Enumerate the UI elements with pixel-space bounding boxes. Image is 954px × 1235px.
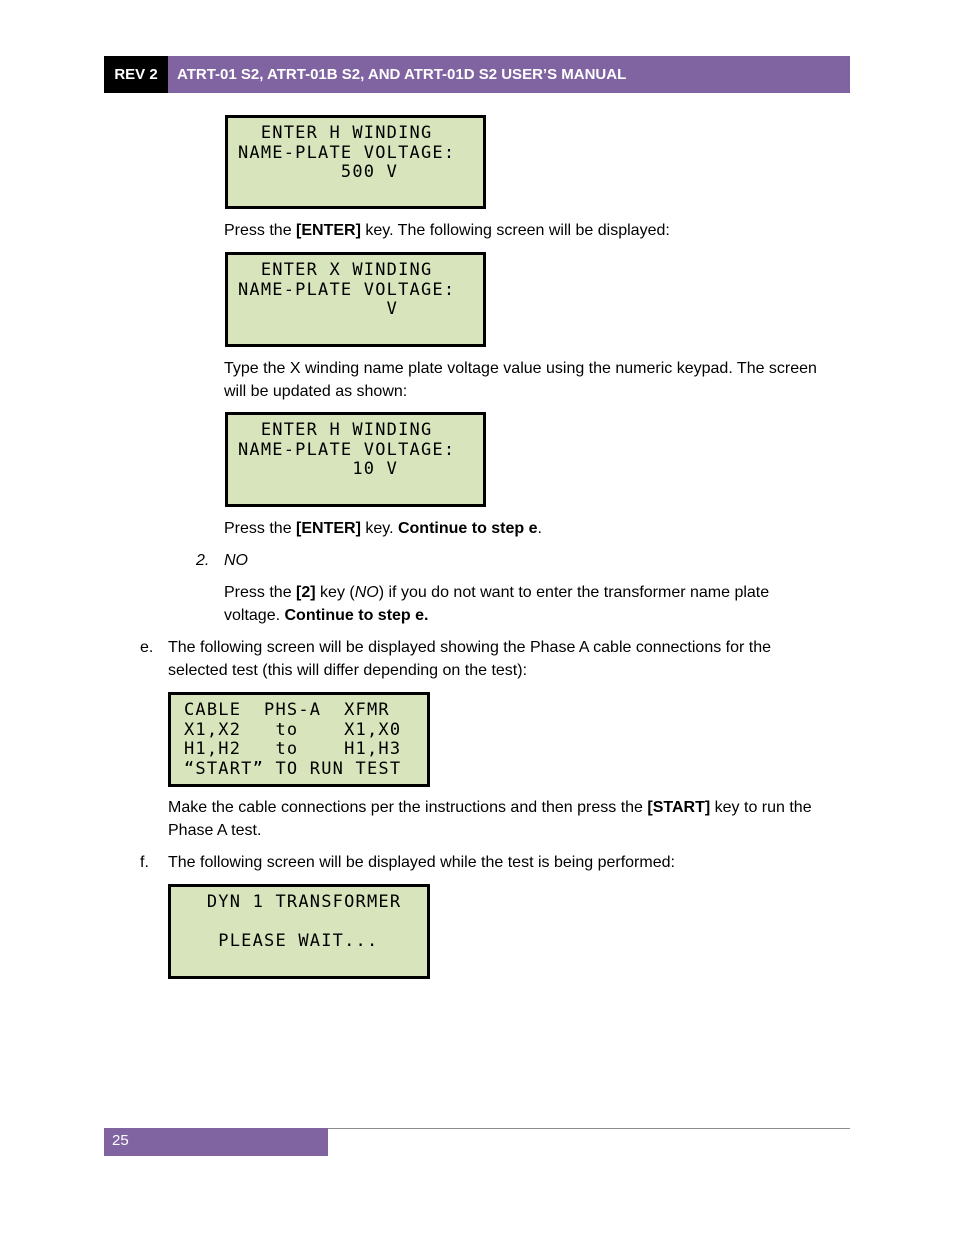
lcd-line: CABLE PHS-A XFMR	[184, 700, 390, 720]
page-number: 25	[104, 1128, 328, 1156]
continue-step-e: Continue to step e.	[284, 606, 429, 624]
lcd-line: “START” TO RUN TEST	[184, 758, 402, 779]
continue-step-e: Continue to step e	[397, 520, 538, 537]
lcd-line: PLEASE WAIT...	[184, 931, 379, 951]
page-header	[104, 56, 850, 93]
text-span: Make the cable connections per the instructions and then press the	[168, 799, 648, 816]
step-e-text: The following screen will be displayed showing the Phase A cable connections for the selected test (this will differ depending on the test):	[168, 639, 772, 679]
lcd-screen-x-winding-empty	[225, 252, 486, 347]
key-2-label: [2]	[296, 584, 316, 601]
list-number-2: 2.	[196, 552, 210, 569]
text-span: ) if you do not want to enter the transformer name plate voltage.	[224, 584, 770, 624]
lcd-line: DYN 1 TRANSFORMER	[184, 892, 402, 912]
paragraph-make-connections	[168, 797, 828, 842]
text-span: key to run the Phase A test.	[168, 799, 812, 839]
lcd-line: X1,X2 to X1,X0	[184, 719, 402, 740]
paragraph-press-enter-1	[224, 220, 670, 243]
lcd-line: V	[238, 299, 399, 319]
text-span: Press the	[224, 520, 297, 537]
lcd-line: NAME-PLATE VOLTAGE:	[238, 142, 456, 163]
enter-key-label: [ENTER]	[296, 520, 361, 537]
step-marker-e: e.	[140, 639, 154, 656]
paragraph-type-x-voltage: Type the X winding name plate voltage value using the numeric keypad. The screen will be updated as shown:	[224, 360, 817, 400]
start-key-label: [START]	[647, 799, 711, 816]
lcd-line: ENTER X WINDING	[238, 260, 433, 280]
manual-title: ATRT-01 S2, ATRT-01B S2, AND ATRT-01D S2 USER’S MANUAL	[168, 56, 850, 93]
lcd-screen-h-winding-500	[225, 115, 486, 209]
step-f-text: The following screen will be displayed while the test is being performed:	[168, 854, 675, 871]
lcd-screen-h-winding-10	[225, 412, 486, 507]
text-span: Press the	[224, 222, 297, 239]
lcd-screen-please-wait	[168, 884, 430, 979]
text-span: .	[537, 520, 542, 537]
text-span: key.	[360, 520, 398, 537]
lcd-line: ENTER H WINDING	[238, 420, 433, 440]
lcd-line	[184, 913, 427, 933]
lcd-line: ENTER H WINDING	[238, 123, 433, 143]
paragraph-press-enter-continue	[224, 518, 542, 541]
text-span: Press the	[224, 584, 297, 601]
lcd-line: 500 V	[238, 162, 399, 182]
lcd-line: NAME-PLATE VOLTAGE:	[238, 279, 456, 300]
lcd-line: 10 V	[238, 459, 399, 479]
lcd-screen-phase-a-cable	[168, 692, 430, 787]
revision-label: REV 2	[104, 56, 168, 93]
lcd-line: H1,H2 to H1,H3	[184, 739, 402, 759]
step-marker-f: f.	[140, 854, 149, 871]
text-span: key. The following screen will be displayed:	[360, 222, 670, 239]
paragraph-press-2	[224, 582, 824, 627]
lcd-line: NAME-PLATE VOLTAGE:	[238, 439, 456, 460]
no-italic: NO	[354, 584, 379, 601]
enter-key-label: [ENTER]	[296, 222, 361, 239]
text-span: key (	[315, 584, 355, 601]
list-label-no: NO	[224, 552, 248, 569]
